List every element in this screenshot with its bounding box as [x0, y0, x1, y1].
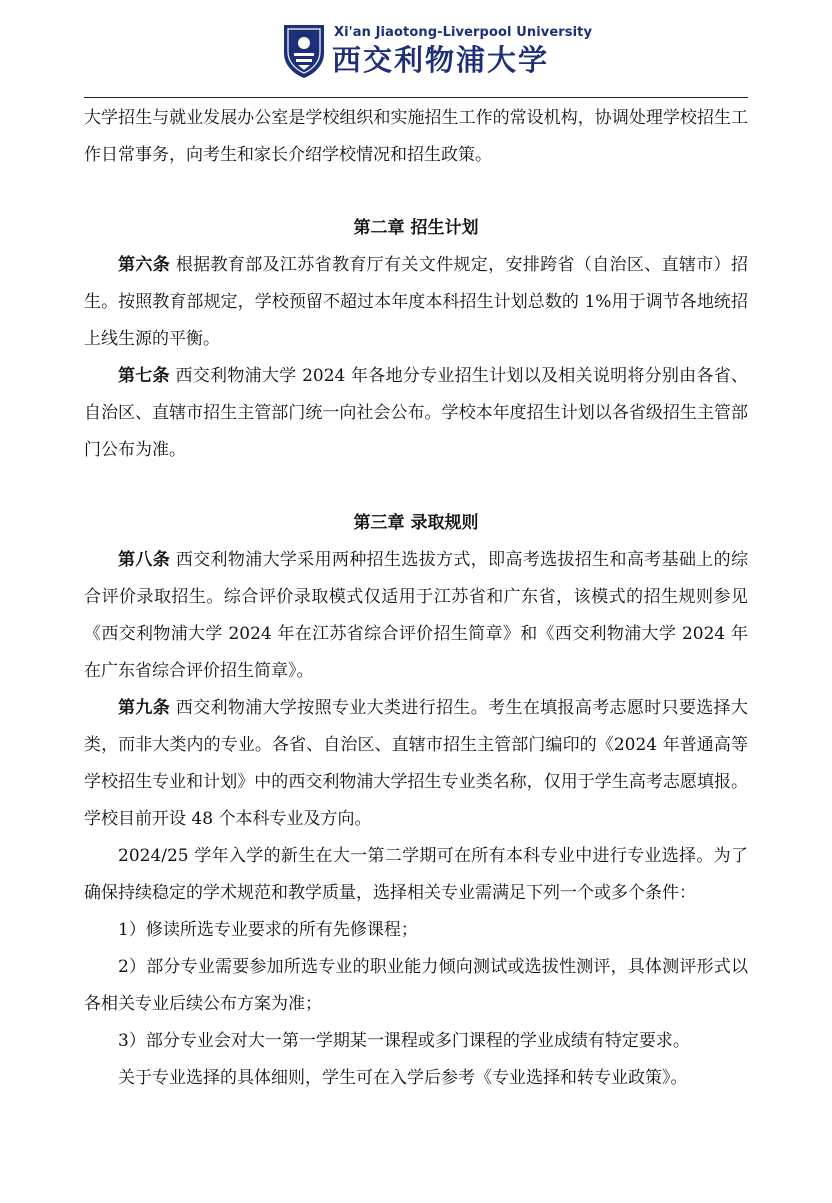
article-8 [84, 542, 748, 690]
article-6-text: 根据教育部及江苏省教育厅有关文件规定，安排跨省（自治区、直辖市）招生。按照教育部规定，学校预留不超过本年度本科招生计划总数的 1%用于调节各地统招上线生源的平衡。 [84, 255, 749, 349]
header-divider [84, 97, 748, 98]
article-7 [84, 358, 748, 469]
university-name-cn: 西交利物浦大学 [332, 43, 550, 77]
page-header [0, 22, 832, 82]
university-name-en: Xi'an Jiaotong-Liverpool University [334, 25, 593, 40]
article-9-text: 西交利物浦大学按照专业大类进行招生。考生在填报高考志愿时只要选择大类，而非大类内的专业。各省、自治区、直辖市招生主管部门编印的《2024 年普通高等学校招生专业和计划》中的西交利物浦大学招生专业类名称，仅用于学生高考志愿填报。学校目前开设 48 个本科专业及方向。 [84, 698, 749, 829]
chapter-3-title: 第三章 录取规则 [353, 513, 479, 533]
final-paragraph: 关于专业选择的具体细则，学生可在入学后参考《专业选择和转专业政策》。 [118, 1068, 688, 1088]
article-6 [84, 247, 748, 358]
chapter-2-title: 第二章 招生计划 [353, 218, 479, 238]
article-7-label: 第七条 [118, 366, 170, 386]
article-9-label: 第九条 [118, 698, 171, 718]
selection-paragraph: 2024/25 学年入学的新生在大一第二学期可在所有本科专业中进行专业选择。为了确保持续稳定的学术规范和教学质量，选择相关专业需满足下列一个或多个条件： [84, 846, 748, 903]
crest-icon [282, 23, 326, 79]
article-8-text: 西交利物浦大学采用两种招生选拔方式，即高考选拔招生和高考基础上的综合评价录取招生。综合评价录取模式仅适用于江苏省和广东省，该模式的招生规则参见《西交利物浦大学 2024 年在江苏省综合评价招生简章》和《西交利物浦大学 2024 年在广东省综合评价招生简章》。 [84, 550, 749, 681]
article-9 [84, 690, 748, 838]
condition-1: 1）修读所选专业要求的所有先修课程； [118, 920, 418, 940]
university-logo [282, 22, 593, 82]
document-body [84, 100, 748, 1097]
article-7-text: 西交利物浦大学 2024 年各地分专业招生计划以及相关说明将分别由各省、自治区、直辖市招生主管部门统一向社会公布。学校本年度招生计划以各省级招生主管部门公布为准。 [84, 366, 749, 460]
condition-2: 2）部分专业需要参加所选专业的职业能力倾向测试或选拔性测评，具体测评形式以各相关专业后续公布方案为准； [84, 957, 748, 1014]
article-6-label: 第六条 [118, 255, 171, 275]
intro-paragraph: 大学招生与就业发展办公室是学校组织和实施招生工作的常设机构，协调处理学校招生工作日常事务，向考生和家长介绍学校情况和招生政策。 [84, 108, 748, 165]
article-8-label: 第八条 [118, 550, 171, 570]
condition-3: 3）部分专业会对大一第一学期某一课程或多门课程的学业成绩有特定要求。 [118, 1031, 690, 1051]
